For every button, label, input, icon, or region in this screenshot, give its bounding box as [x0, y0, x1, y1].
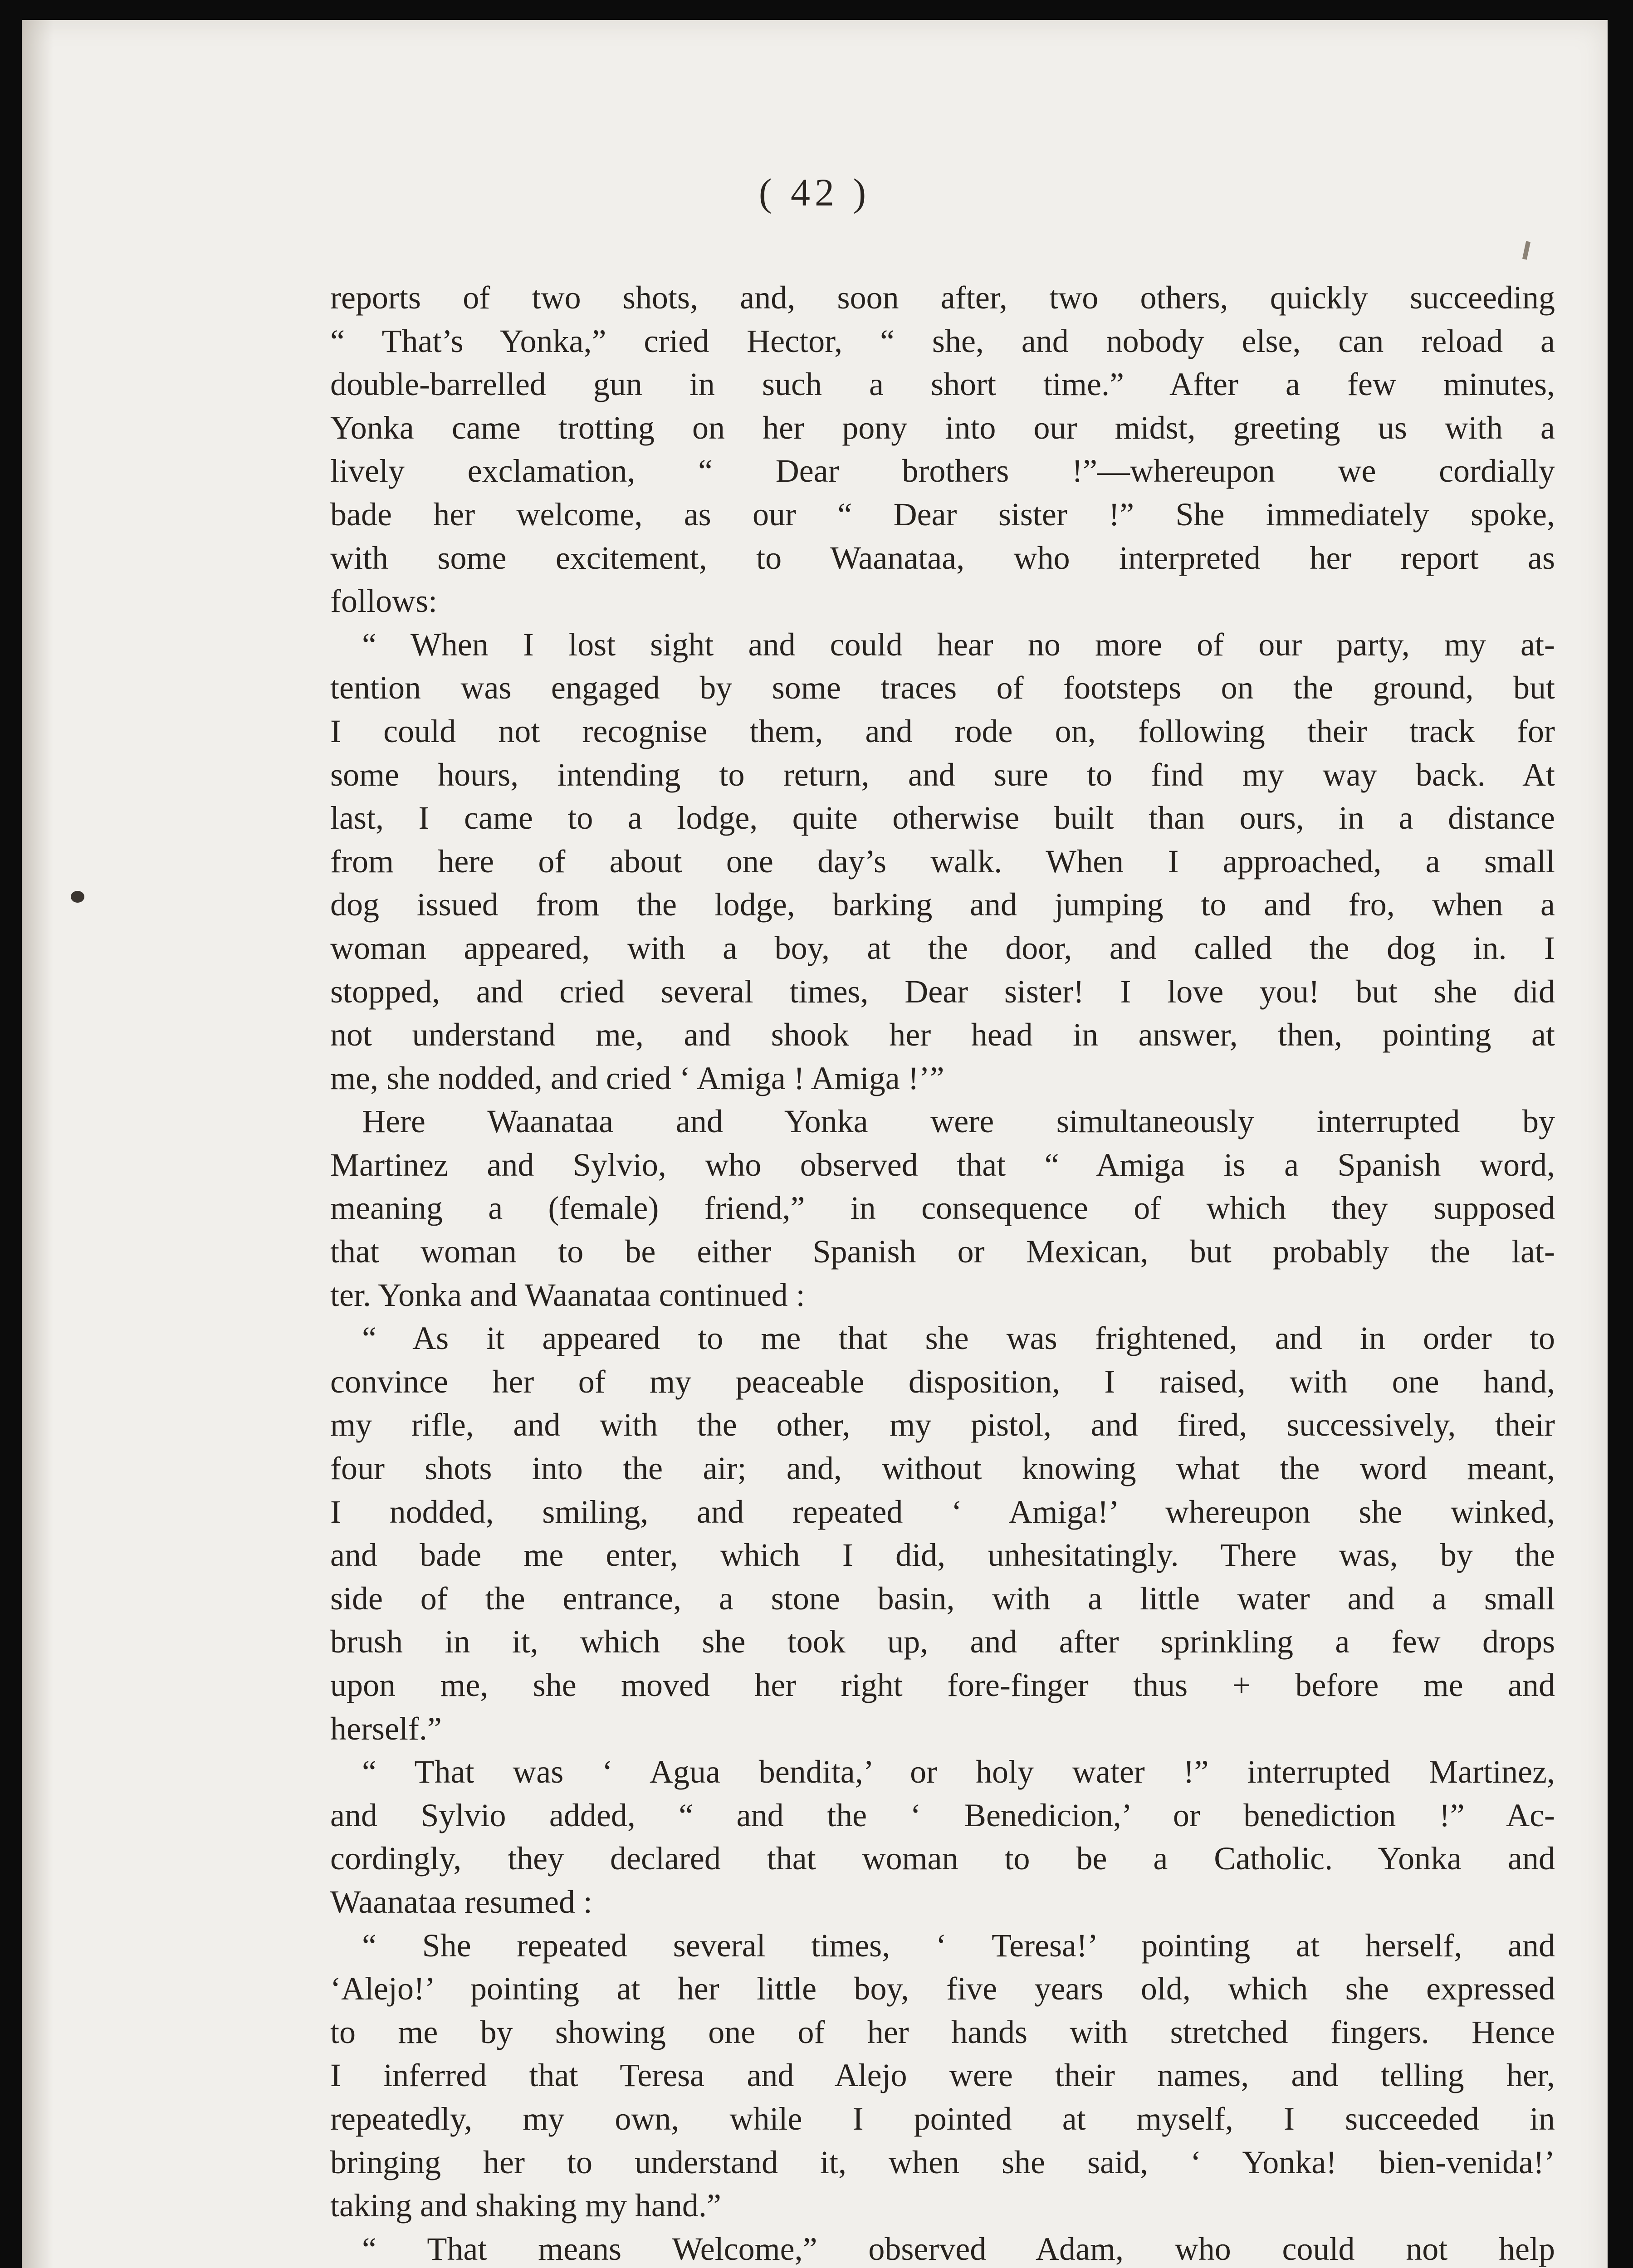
text-line: bade her welcome, as our “ Dear sister !” She immediately spoke, [330, 496, 1555, 533]
text-line: “ When I lost sight and could hear no more of our party, my at- [362, 626, 1555, 663]
text-line: convince her of my peaceable disposition, I raised, with one hand, [330, 1363, 1555, 1400]
text-line: I inferred that Teresa and Alejo were their names, and telling her, [330, 2057, 1555, 2094]
page-number: ( 42 ) [758, 171, 871, 214]
text-line: my rifle, and with the other, my pistol, and fired, successively, their [330, 1407, 1555, 1443]
text-line: and bade me enter, which I did, unhesitatingly. There was, by the [330, 1537, 1555, 1574]
text-line: bringing her to understand it, when she said, ‘ Yonka! bien-venida!’ [330, 2144, 1555, 2180]
text-line: Yonka came trotting on her pony into our midst, greeting us with a [330, 409, 1555, 446]
text-line: stopped, and cried several times, Dear sister! I love you! but she did [330, 973, 1555, 1010]
text-line: I could not recognise them, and rode on, following their track for [330, 713, 1555, 749]
text-line: Waanataa resumed : [330, 1883, 592, 1920]
text-line: Martinez and Sylvio, who observed that “ Amiga is a Spanish word, [330, 1146, 1555, 1183]
text-line: follows: [330, 583, 438, 620]
ink-speck [71, 891, 84, 903]
page-edge-shadow [22, 20, 54, 2268]
text-line: four shots into the air; and, without knowing what the word meant, [330, 1450, 1555, 1487]
text-line: taking and shaking my hand.” [330, 2187, 721, 2224]
text-line: I nodded, smiling, and repeated ‘ Amiga!’ whereupon she winked, [330, 1493, 1555, 1530]
text-line: meaning a (female) friend,” in consequence of which they supposed [330, 1190, 1555, 1227]
text-line: and Sylvio added, “ and the ‘ Benedicion,’ or benediction !” Ac- [330, 1797, 1555, 1833]
page-body-text [330, 276, 1555, 2268]
text-line: not understand me, and shook her head in answer, then, pointing at [330, 1017, 1555, 1053]
text-line: me, she nodded, and cried ‘ Amiga ! Amiga !’” [330, 1060, 944, 1096]
text-line: lively exclamation, “ Dear brothers !”—whereupon we cordially [330, 453, 1555, 489]
text-line: that woman to be either Spanish or Mexican, but probably the lat- [330, 1233, 1555, 1270]
text-line: herself.” [330, 1710, 442, 1747]
text-line: some hours, intending to return, and sure to find my way back. At [330, 756, 1555, 793]
text-line: Here Waanataa and Yonka were simultaneously interrupted by [362, 1103, 1555, 1140]
text-line: “ As it appeared to me that she was frightened, and in order to [362, 1320, 1555, 1357]
text-line: woman appeared, with a boy, at the door, and called the dog in. I [330, 929, 1555, 966]
text-line: tention was engaged by some traces of footsteps on the ground, but [330, 670, 1555, 706]
text-line: cordingly, they declared that woman to be a Catholic. Yonka and [330, 1840, 1555, 1877]
text-line: ter. Yonka and Waanataa continued : [330, 1276, 805, 1313]
text-line: from here of about one day’s walk. When I approached, a small [330, 843, 1555, 880]
text-line: side of the entrance, a stone basin, with a little water and a small [330, 1580, 1555, 1617]
text-line: brush in it, which she took up, and after sprinkling a few drops [330, 1623, 1555, 1660]
text-line: repeatedly, my own, while I pointed at myself, I succeeded in [330, 2100, 1555, 2137]
ink-mark [1522, 241, 1530, 259]
text-line: dog issued from the lodge, barking and jumping to and fro, when a [330, 886, 1555, 923]
text-line: “ That’s Yonka,” cried Hector, “ she, and nobody else, can reload a [330, 323, 1555, 359]
text-line: “ That was ‘ Agua bendita,’ or holy water !” interrupted Martinez, [362, 1754, 1555, 1790]
text-line: upon me, she moved her right fore-finger thus + before me and [330, 1667, 1555, 1703]
text-line: ‘Alejo!’ pointing at her little boy, five years old, which she expressed [330, 1970, 1555, 2007]
text-line: to me by showing one of her hands with stretched fingers. Hence [330, 2014, 1555, 2050]
text-line: reports of two shots, and, soon after, two others, quickly succeeding [330, 279, 1555, 316]
text-line: with some excitement, to Waanataa, who interpreted her report as [330, 539, 1555, 576]
text-line: last, I came to a lodge, quite otherwise built than ours, in a distance [330, 800, 1555, 836]
text-line: “ She repeated several times, ‘ Teresa!’ pointing at herself, and [362, 1927, 1555, 1964]
text-line: double-barrelled gun in such a short time.” After a few minutes, [330, 366, 1555, 403]
text-line: “ That means Welcome,” observed Adam, who could not help [362, 2230, 1555, 2267]
book-page [22, 20, 1608, 2268]
